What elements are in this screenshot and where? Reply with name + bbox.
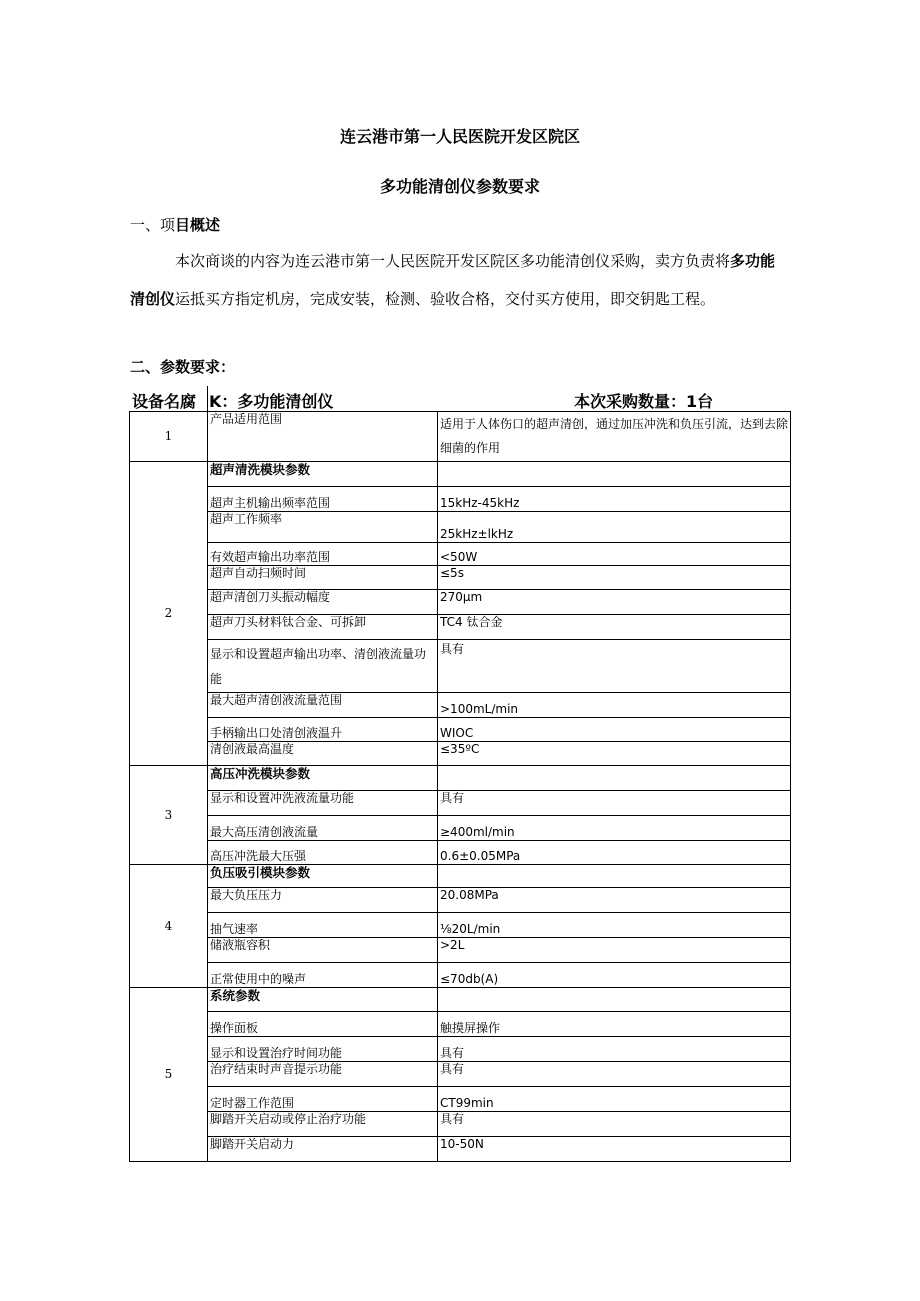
table-row — [130, 412, 791, 462]
param-name: 定时器工作范围 — [208, 1087, 438, 1112]
param-value: >2L — [438, 938, 791, 963]
table-row — [130, 766, 791, 791]
table-row — [130, 543, 791, 566]
param-value: <50W — [438, 543, 791, 566]
table-row — [130, 462, 791, 487]
table-row — [130, 988, 791, 1012]
row-number: 3 — [130, 766, 208, 865]
param-value: ⅛20L∕min — [438, 913, 791, 938]
param-name: 有效超声输出功率范围 — [208, 543, 438, 566]
table-row — [130, 938, 791, 963]
table-row — [130, 1112, 791, 1137]
param-name: 脚踏开关启动力 — [208, 1137, 438, 1162]
param-value: 0.6±0.05MPa — [438, 841, 791, 865]
document-subtitle: 多功能清创仪参数要求 — [379, 177, 540, 196]
param-name: 手柄输出口处清创液温升 — [208, 718, 438, 742]
param-value: 270μm — [438, 590, 791, 615]
table-row — [130, 963, 791, 988]
table-row — [130, 841, 791, 865]
param-value: 具有 — [438, 1037, 791, 1062]
section-prefix: 一、项 — [130, 216, 176, 234]
para-bold-product: 多功能清创仪 — [130, 252, 776, 308]
param-value: 具有 — [438, 640, 791, 693]
purchase-quantity: 本次采购数量：1台 — [574, 392, 714, 411]
row-number: 5 — [130, 988, 208, 1162]
device-separator — [207, 386, 208, 412]
table-row — [130, 1137, 791, 1162]
row-number: 4 — [130, 865, 208, 988]
param-name: 清创液最高温度 — [208, 742, 438, 766]
param-value: 25kHz±lkHz — [438, 512, 791, 543]
param-value: 触摸屏操作 — [438, 1012, 791, 1037]
param-name: 超声工作频率 — [208, 512, 438, 543]
param-name: 显示和设置治疗时间功能 — [208, 1037, 438, 1062]
overview-paragraph — [130, 242, 790, 318]
table-row — [130, 718, 791, 742]
param-value: 适用于人体伤口的超声清创，通过加压冲洗和负压引流，达到去除细菌的作用 — [438, 412, 791, 462]
param-name: 最大负压压力 — [208, 888, 438, 913]
param-value: 20.08MPa — [438, 888, 791, 913]
table-row — [130, 791, 791, 816]
param-name: 储液瓶容积 — [208, 938, 438, 963]
group-header: 系统参数 — [208, 988, 438, 1012]
table-row — [130, 487, 791, 512]
param-value: TC4 钛合金 — [438, 615, 791, 640]
table-row — [130, 1037, 791, 1062]
param-value — [438, 865, 791, 888]
table-row — [130, 615, 791, 640]
param-name: 最大超声清创液流量范围 — [208, 693, 438, 718]
table-row — [130, 888, 791, 913]
param-value: 具有 — [438, 1062, 791, 1087]
device-label: 设备名腐 — [132, 392, 197, 411]
table-row — [130, 913, 791, 938]
table-row — [130, 590, 791, 615]
group-header: 负压吸引模块参数 — [208, 865, 438, 888]
param-value: >100mL∕min — [438, 693, 791, 718]
param-value: ≤35ºC — [438, 742, 791, 766]
param-name: 正常使用中的噪声 — [208, 963, 438, 988]
table-row — [130, 1062, 791, 1087]
param-name: 显示和设置冲洗液流量功能 — [208, 791, 438, 816]
param-value — [438, 766, 791, 791]
param-value — [438, 462, 791, 487]
param-name: 超声主机输出频率范围 — [208, 487, 438, 512]
param-value: ≤5s — [438, 566, 791, 590]
row-number: 1 — [130, 412, 208, 462]
param-name: 高压冲洗最大压强 — [208, 841, 438, 865]
param-name: 产品适用范围 — [208, 412, 438, 462]
param-value: WIOC — [438, 718, 791, 742]
param-value — [438, 988, 791, 1012]
param-value: 10-50N — [438, 1137, 791, 1162]
section-heading-params: 二、参数要求： — [130, 358, 236, 376]
param-value: ≥400ml∕min — [438, 816, 791, 841]
table-row — [130, 693, 791, 718]
table-row — [130, 640, 791, 693]
param-name: 脚踏开关启动或停止治疗功能 — [208, 1112, 438, 1137]
parameter-table — [129, 411, 791, 1162]
device-name: K：多功能清创仪 — [209, 392, 334, 411]
param-value: CT99min — [438, 1087, 791, 1112]
table-row — [130, 865, 791, 888]
row-number: 2 — [130, 462, 208, 766]
param-name: 治疗结束时声音提示功能 — [208, 1062, 438, 1087]
group-header: 高压冲洗模块参数 — [208, 766, 438, 791]
param-name: 超声清创刀头振动幅度 — [208, 590, 438, 615]
group-header: 超声清洗模块参数 — [208, 462, 438, 487]
para-text-2: 运抵买方指定机房，完成安装，检测、验收合格，交付买方使用，即交钥匙工程。 — [175, 290, 716, 308]
table-row — [130, 742, 791, 766]
table-row — [130, 816, 791, 841]
para-text-1: 本次商谈的内容为连云港市第一人民医院开发区院区多功能清创仪采购，卖方负责将 — [175, 252, 731, 270]
table-row — [130, 1012, 791, 1037]
param-value: 15kHz-45kHz — [438, 487, 791, 512]
table-row — [130, 512, 791, 543]
document-title: 连云港市第一人民医院开发区院区 — [339, 127, 580, 146]
section-heading-overview — [130, 214, 220, 235]
param-name: 最大高压清创液流量 — [208, 816, 438, 841]
param-value: ≤70db(A) — [438, 963, 791, 988]
param-name: 操作面板 — [208, 1012, 438, 1037]
param-name: 抽气速率 — [208, 913, 438, 938]
table-row — [130, 1087, 791, 1112]
param-name: 超声刀头材料钛合金、可拆卸 — [208, 615, 438, 640]
section-suffix: 目概述 — [175, 216, 221, 234]
param-name: 显示和设置超声输出功率、清创液流量功能 — [208, 640, 438, 693]
table-row — [130, 566, 791, 590]
param-value: 具有 — [438, 1112, 791, 1137]
param-name: 超声自动扫频时间 — [208, 566, 438, 590]
param-value: 具有 — [438, 791, 791, 816]
